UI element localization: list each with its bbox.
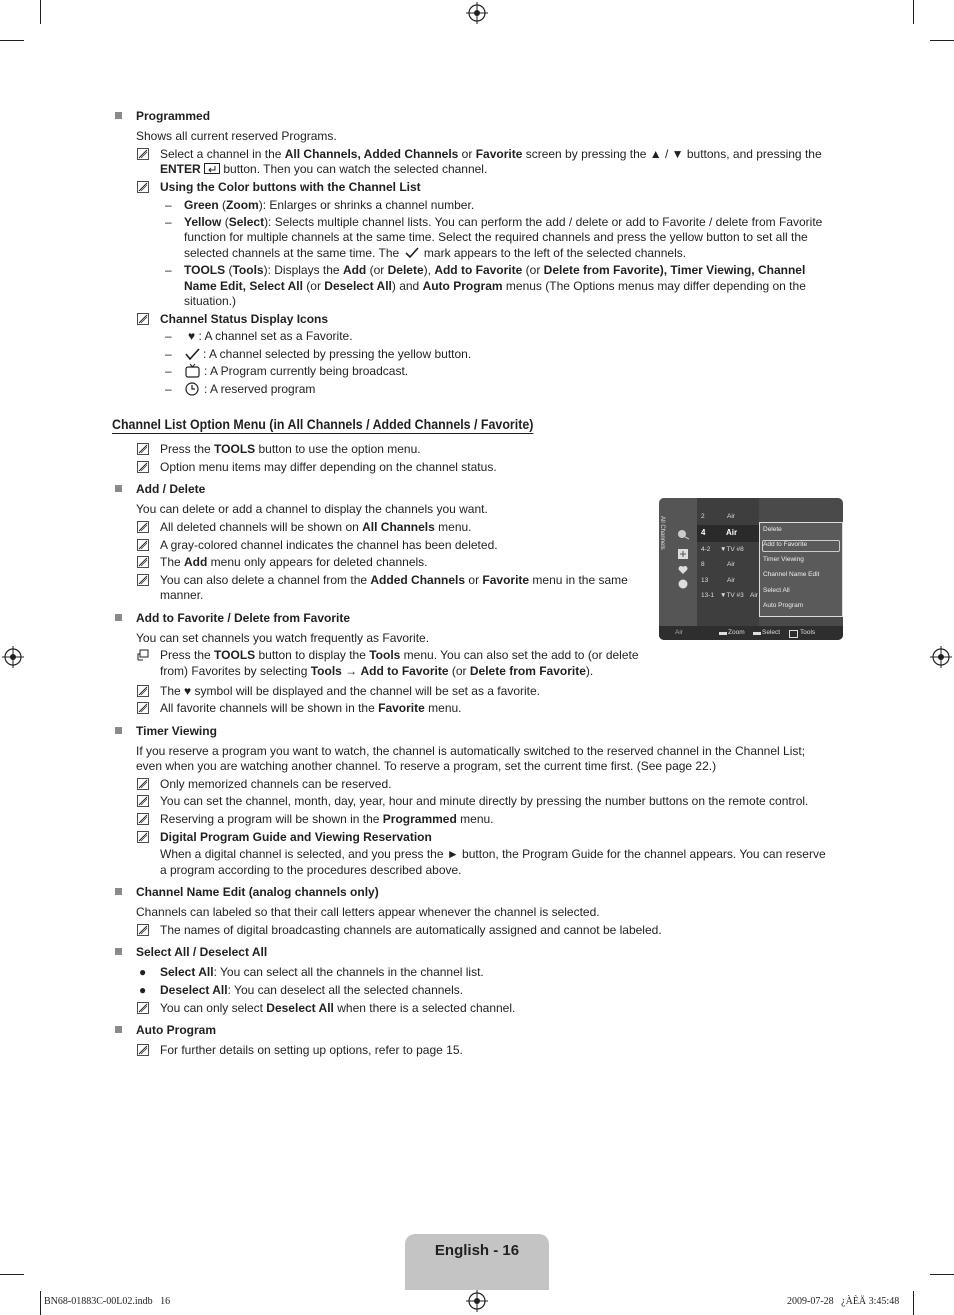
crop-mark [913, 0, 914, 24]
text-bold: Deselect All [266, 1001, 334, 1015]
text-bold: Auto Program [422, 279, 503, 293]
text-bold: Select All [160, 965, 214, 979]
note-icon [137, 181, 149, 193]
note-icon [137, 685, 149, 697]
tv-row-name: Air [726, 528, 738, 537]
timer-desc-2: even when you are watching another channel. To reserve a program, set the current time first. (See page 22.) [136, 759, 717, 773]
note-icon [137, 313, 149, 325]
text: menu in the same [529, 573, 628, 587]
text: ): Enlarges or shrinks a channel number. [258, 198, 475, 212]
text: (or [366, 263, 388, 277]
dash: – [165, 329, 172, 343]
add-delete-note-2: A gray-colored channel indicates the channel has been deleted. [160, 538, 498, 552]
tv-row-name: ▼TV #3 [720, 592, 744, 599]
timer-note-1: Only memorized channels can be reserved. [160, 777, 392, 791]
text: Reserving a program will be shown in the [160, 812, 383, 826]
text-bold: Yellow [184, 215, 222, 229]
timer-note-4-desc-2: a program according to the procedures described above. [160, 863, 462, 877]
tv-row-num: 13 [701, 577, 709, 584]
dash: – [165, 215, 172, 229]
note-icon [137, 831, 149, 843]
section-title-add-delete: Add / Delete [136, 482, 206, 496]
tv-row-num: 4-2 [701, 546, 711, 553]
tools-item [184, 263, 805, 278]
plus-icon [678, 549, 688, 559]
note-icon [137, 461, 149, 473]
text-bold: Tools [369, 648, 401, 662]
text: : You can select all the channels in the channel list. [213, 965, 484, 979]
favorite-note-2 [160, 701, 462, 716]
select-all-note [160, 1001, 515, 1016]
text: ( [225, 263, 233, 277]
text-bold: Programmed [382, 812, 457, 826]
text-bold: TOOLS [184, 263, 226, 277]
check-mark-icon [185, 348, 200, 360]
tv-row-num: 13-1 [701, 592, 715, 599]
add-delete-desc: You can delete or add a channel to display the channels you want. [136, 502, 488, 516]
text: ): Displays the [263, 263, 343, 277]
tv-bottom-tools: Tools [800, 629, 816, 636]
enter-icon [204, 163, 220, 174]
tv-channel-list-screenshot [659, 498, 843, 640]
text: ) and [391, 279, 423, 293]
text-bold: Add to Favorite [434, 263, 523, 277]
text-bold: TOOLS [214, 442, 256, 456]
registration-mark-icon [466, 2, 488, 24]
color-buttons-title: Using the Color buttons with the Channel List [160, 180, 421, 194]
status-icons-title: Channel Status Display Icons [160, 312, 329, 326]
green-item [184, 198, 474, 213]
print-date-info: 2009-07-28 ¿ÀÈÄ 3:45:48 [787, 1296, 900, 1307]
text-bold: Add [342, 263, 367, 277]
text-bold: Favorite [378, 701, 425, 715]
crop-mark [913, 1291, 914, 1315]
tv-popup-item: Channel Name Edit [763, 571, 820, 578]
text: (or [302, 279, 325, 293]
favorite-tools-note-line2 [160, 664, 593, 679]
section-bullet-icon [115, 112, 122, 119]
text-bold: ENTER [160, 162, 201, 176]
tv-row-extra: Air [750, 592, 758, 599]
text: ): Selects multiple channel lists. You can perform the add / delete or add to Favorite / delete from Favorite [264, 215, 823, 229]
section-bullet-icon [115, 727, 122, 734]
dash: – [165, 347, 172, 361]
text: screen by pressing the ▲ / ▼ buttons, and pressing the [522, 147, 822, 161]
note-icon [137, 148, 149, 160]
tv-tools-popup [759, 522, 843, 617]
add-delete-note-4-line2: manner. [160, 588, 204, 602]
text-bold: Deselect All [160, 983, 228, 997]
text-bold: Zoom [226, 198, 259, 212]
text: ), [423, 263, 435, 277]
yellow-item [184, 215, 822, 230]
tools-note-icon [137, 649, 149, 661]
tools-item-line3: situation.) [184, 294, 237, 308]
text-bold: Tools [310, 664, 342, 678]
green-button-icon [719, 632, 727, 635]
note-icon [137, 1044, 149, 1056]
clock-icon [678, 579, 688, 589]
text-bold: All Channels, Added Channels [284, 147, 459, 161]
text: (or [522, 263, 544, 277]
status-broadcast: : A Program currently being broadcast. [204, 364, 409, 378]
tv-row-num: 8 [701, 561, 705, 568]
text-bold: All Channels [362, 520, 435, 534]
note-icon [137, 521, 149, 533]
status-favorite: ♥ : A channel set as a Favorite. [188, 329, 353, 343]
tv-row-name: ▼TV #8 [720, 546, 744, 553]
section-title-timer: Timer Viewing [136, 724, 217, 738]
crop-mark [40, 0, 41, 24]
crop-mark [0, 40, 24, 41]
text-bold: Deselect All [324, 279, 392, 293]
note-icon [137, 443, 149, 455]
section-bullet-icon [115, 485, 122, 492]
note-icon [137, 778, 149, 790]
text: ( [221, 215, 229, 229]
programmed-note-1 [160, 147, 822, 162]
timer-note-3 [160, 812, 494, 827]
select-all-item [160, 965, 484, 980]
dash: – [165, 382, 172, 396]
section-title-programmed: Programmed [136, 109, 211, 123]
section-title-select-all: Select All / Deselect All [136, 945, 268, 959]
status-reserved: : A reserved program [204, 382, 316, 396]
text-bold: Delete from Favorite [469, 664, 586, 678]
section-title-auto-program: Auto Program [136, 1023, 217, 1037]
text-bold: Add [184, 555, 208, 569]
text: menu. [424, 701, 462, 715]
favorite-tools-note [160, 648, 639, 663]
antenna-icon [676, 528, 690, 540]
name-edit-note-1: The names of digital broadcasting channels are automatically assigned and cannot be labeled. [160, 923, 662, 937]
text-bold: Name Edit, Select All [184, 279, 303, 293]
timer-note-4-desc-1: When a digital channel is selected, and you press the ► button, the Program Guide for the channel appears. You can reserve [160, 847, 826, 861]
text: button. Then you can watch the selected channel. [220, 162, 488, 176]
print-file-info: BN68-01883C-00L02.indb 16 [44, 1296, 171, 1307]
dash: – [165, 198, 172, 212]
yellow-item-line2: function for multiple channels at the same time. Select the required channels and press the yellow button to set all the [184, 230, 808, 244]
dash: – [165, 263, 172, 277]
text-bold: TOOLS [214, 648, 256, 662]
text-bold: Add to Favorite [360, 664, 449, 678]
crop-mark [0, 1274, 24, 1275]
tv-bottom-zoom: Zoom [728, 629, 745, 636]
favorite-note-1: The ♥ symbol will be displayed and the channel will be set as a favorite. [160, 684, 540, 698]
section-title-favorite: Add to Favorite / Delete from Favorite [136, 611, 351, 625]
text: → [341, 664, 361, 678]
tv-row-num: 4 [701, 528, 706, 537]
tv-popup-item: Delete [763, 526, 782, 533]
deselect-all-item [160, 983, 463, 998]
registration-mark-icon [930, 646, 952, 668]
tv-broadcast-icon [185, 363, 200, 378]
timer-note-2: You can set the channel, month, day, year, hour and minute directly by pressing the number buttons on the remote control. [160, 794, 809, 808]
status-selected: : A channel selected by pressing the yellow button. [203, 347, 472, 361]
section-bullet-icon [115, 1026, 122, 1033]
tv-row-name: Air [727, 513, 735, 520]
add-delete-note-1 [160, 520, 472, 535]
section-bullet-icon [115, 948, 122, 955]
registration-mark-icon [466, 1290, 488, 1312]
crop-mark [930, 1274, 954, 1275]
text: menu. [434, 520, 472, 534]
yellow-button-icon [753, 632, 761, 635]
text: All favorite channels will be shown in the [160, 701, 379, 715]
tv-popup-item: Timer Viewing [763, 556, 804, 563]
text: menu. You can also set the add to (or delete [400, 648, 639, 662]
timer-desc-1: If you reserve a program you want to watch, the channel is automatically switched to the reserved channel in the Channel List; [136, 744, 806, 758]
note-icon [137, 574, 149, 586]
text: button to use the option menu. [255, 442, 421, 456]
programmed-desc: Shows all current reserved Programs. [136, 129, 337, 143]
add-delete-note-3 [160, 555, 428, 570]
text: The [160, 555, 185, 569]
option-note-2: Option menu items may differ depending on the channel status. [160, 460, 497, 474]
text: or [465, 573, 483, 587]
text: Select a channel in the [160, 147, 285, 161]
note-icon [137, 813, 149, 825]
text: Press the [160, 442, 215, 456]
tv-row-name: Air [727, 561, 735, 568]
text: ). [585, 664, 594, 678]
text: You can only select [160, 1001, 267, 1015]
tools-item-line2 [184, 279, 806, 294]
bullet-dot: ● [139, 983, 147, 997]
tv-bottom-bar [659, 626, 843, 640]
favorite-desc: You can set channels you watch frequently as Favorite. [136, 631, 430, 645]
tv-bottom-select: Select [762, 629, 781, 636]
text-bold: Favorite [475, 147, 523, 161]
note-icon [137, 795, 149, 807]
heart-icon [678, 565, 688, 574]
tv-row-name: Air [727, 577, 735, 584]
add-delete-note-4 [160, 573, 628, 588]
clock-icon [185, 382, 199, 396]
section-bullet-icon [115, 614, 122, 621]
text: menus (The Options menus may differ depending on the [502, 279, 806, 293]
text: selected channels at the same time. The [184, 246, 400, 260]
text-bold: Favorite [482, 573, 530, 587]
text-bold: Select [228, 215, 265, 229]
text-bold: Delete from Favorite), Timer Viewing, Channel [543, 263, 806, 277]
option-menu-heading: Channel List Option Menu (in All Channels / Added Channels / Favorite) [112, 417, 534, 432]
section-bullet-icon [115, 888, 122, 895]
text: : You can deselect all the selected channels. [227, 983, 464, 997]
text-bold: Green [184, 198, 219, 212]
page-number: English - 16 [434, 1242, 520, 1259]
text: menu only appears for deleted channels. [207, 555, 428, 569]
text: ( [218, 198, 227, 212]
registration-mark-icon [2, 646, 24, 668]
auto-program-note: For further details on setting up options, refer to page 15. [160, 1043, 463, 1057]
option-note-1 [160, 442, 421, 457]
tv-bottom-source: Air [675, 629, 683, 636]
tv-popup-item: Select All [763, 587, 790, 594]
tv-row-num: 2 [701, 513, 705, 520]
yellow-item-line3 [184, 246, 686, 261]
tv-popup-item: Auto Program [763, 602, 804, 609]
text: (or [448, 664, 470, 678]
section-title-name-edit: Channel Name Edit (analog channels only) [136, 885, 379, 899]
check-mark-icon [405, 247, 419, 258]
text: menu. [456, 812, 494, 826]
note-icon [137, 1002, 149, 1014]
text-bold: Delete [387, 263, 424, 277]
text-bold: Added Channels [370, 573, 466, 587]
text: when there is a selected channel. [333, 1001, 516, 1015]
crop-mark [40, 1291, 41, 1315]
note-icon [137, 924, 149, 936]
text: You can also delete a channel from the [160, 573, 371, 587]
text: or [458, 147, 476, 161]
crop-mark [930, 40, 954, 41]
text: button to display the [255, 648, 370, 662]
note-icon [137, 539, 149, 551]
tv-popup-item: Add to Favorite [763, 541, 808, 548]
note-icon [137, 556, 149, 568]
note-icon [137, 702, 149, 714]
text: from) Favorites by selecting [160, 664, 311, 678]
programmed-note-1-line2 [160, 162, 487, 177]
text: mark appears to the left of the selected channels. [420, 246, 687, 260]
text: All deleted channels will be shown on [160, 520, 363, 534]
timer-note-4-title: Digital Program Guide and Viewing Reservation [160, 830, 432, 844]
name-edit-desc: Channels can labeled so that their call letters appear whenever the channel is selected. [136, 905, 600, 919]
tools-icon [789, 630, 798, 638]
bullet-dot: ● [139, 965, 147, 979]
text: Press the [160, 648, 215, 662]
dash: – [165, 364, 172, 378]
tv-sidebar-label: All Channels [659, 516, 665, 550]
text-bold: Tools [232, 263, 264, 277]
